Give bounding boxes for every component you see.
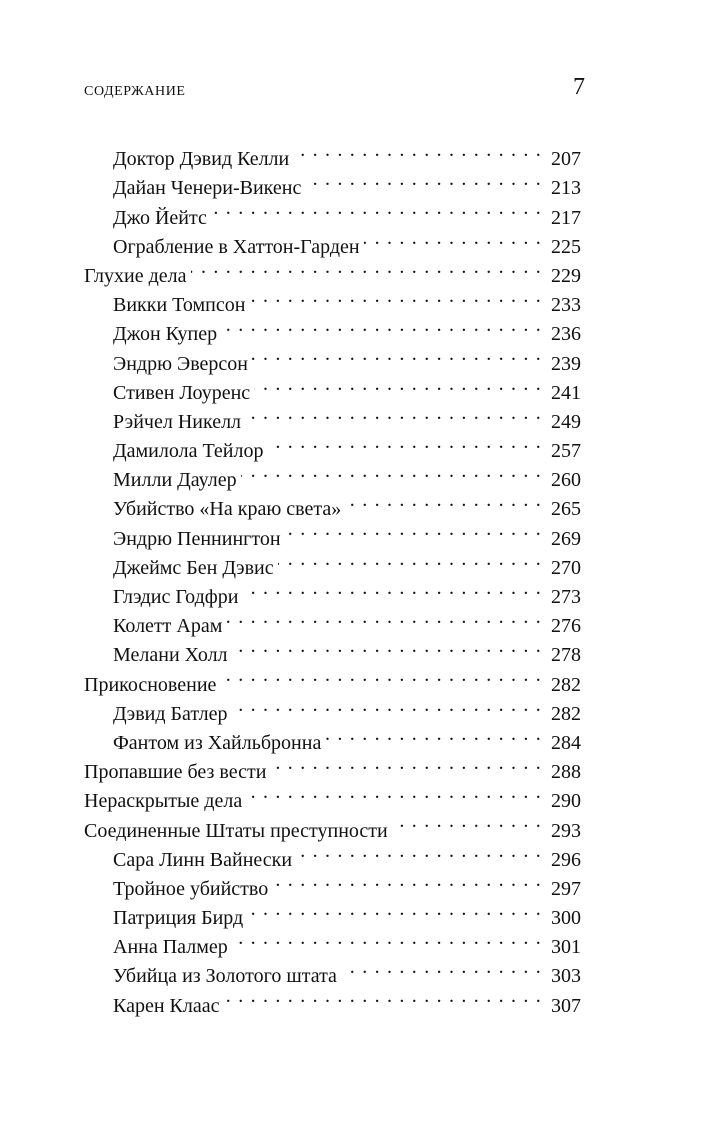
toc-entry-page: 229 [551, 264, 581, 287]
toc-entry-title: Пропавшие без вести [84, 761, 267, 784]
toc-entry-title: Тройное убийство [113, 877, 269, 900]
toc-entry-title: Джон Купер [113, 323, 218, 346]
toc-entry-page: 236 [551, 323, 581, 346]
toc-entry-title: Сара Линн Вайнески [113, 848, 293, 871]
toc-entry-page: 260 [551, 469, 581, 492]
toc-entry-page: 269 [551, 527, 581, 550]
toc-dot-leader [285, 515, 542, 544]
toc-entry-title: Джо Йейтс [113, 206, 207, 229]
toc-entry-title: Милли Даулер [113, 469, 237, 492]
toc-dot-leader [364, 224, 542, 253]
toc-dot-leader [247, 895, 542, 924]
toc-dot-leader [252, 340, 542, 369]
toc-entry [84, 136, 581, 171]
toc-dot-leader [305, 165, 542, 194]
toc-dot-leader [226, 603, 542, 632]
toc-entry-page: 241 [551, 381, 581, 404]
toc-entry-title: Викки Томпсон [113, 294, 246, 317]
toc-entry-page: 303 [551, 965, 581, 988]
toc-entry-page: 239 [551, 352, 581, 375]
toc-entry-page: 278 [551, 644, 581, 667]
toc-entry-page: 207 [551, 148, 581, 171]
toc-entry-title: Патриция Бирд [113, 907, 244, 930]
toc-entry-title: Карен Клаас [113, 994, 220, 1017]
toc-dot-leader [223, 982, 542, 1011]
toc-entry-title: Анна Палмер [113, 936, 228, 959]
toc-entry-page: 273 [551, 586, 581, 608]
toc-dot-leader [245, 399, 542, 428]
toc-entry-page: 300 [551, 907, 581, 930]
toc-dot-leader [249, 282, 542, 311]
toc-entry-title: Колетт Арам [113, 615, 223, 638]
toc-entry-title: Глухие дела [84, 264, 187, 287]
toc-dot-leader [220, 661, 542, 690]
toc-dot-leader [241, 457, 542, 486]
toc-entry-page: 288 [551, 761, 581, 784]
toc-dot-leader [341, 953, 542, 982]
toc-entry-title: Убийство «На краю света» [113, 498, 342, 521]
toc-entry-title: Мелани Холл [113, 644, 228, 667]
toc-entry-page: 276 [551, 615, 581, 638]
toc-dot-leader [232, 691, 543, 720]
toc-entry-page: 282 [551, 673, 581, 696]
toc-entry-page: 213 [551, 177, 581, 200]
toc-entry-title: Стивен Лоуренс [113, 381, 251, 404]
toc-entry-title: Убийца из Золотого штата [113, 965, 337, 988]
toc-dot-leader [293, 136, 542, 165]
toc-dot-leader [278, 545, 542, 574]
toc-entry-title: Прикосновение [84, 673, 217, 696]
toc-dot-leader [267, 428, 542, 457]
toc-dot-leader [232, 924, 542, 953]
table-of-contents [84, 136, 581, 1017]
toc-entry-page: 265 [551, 498, 581, 521]
toc-dot-leader [345, 486, 542, 515]
toc-dot-leader [254, 370, 542, 399]
toc-entry-title: Дайан Ченери-Викенс [113, 177, 302, 200]
toc-entry-title: Дамилола Тейлор [113, 440, 264, 463]
toc-entry-page: 297 [551, 877, 581, 900]
toc-dot-leader [211, 194, 542, 223]
toc-entry-title: Рэйчел Никелл [113, 410, 242, 433]
toc-entry-title: Нераскрытые дела [84, 790, 243, 813]
toc-entry-title: Джеймс Бен Дэвис [113, 556, 274, 579]
toc-entry-page: 257 [551, 440, 581, 463]
page-number: 7 [573, 74, 585, 100]
toc-entry-title: Фантом из Хайльбронна [113, 731, 322, 754]
toc-dot-leader [221, 311, 542, 340]
toc-entry-page: 282 [551, 702, 581, 725]
toc-entry-title: Дэвид Батлер [113, 702, 228, 725]
toc-entry-page: 301 [551, 936, 581, 959]
toc-dot-leader [325, 720, 542, 749]
toc-entry-page: 307 [551, 994, 581, 1017]
toc-dot-leader [270, 749, 542, 778]
toc-dot-leader [392, 807, 542, 836]
toc-entry-page: 270 [551, 556, 581, 579]
toc-entry-page: 249 [551, 410, 581, 433]
running-head: СОДЕРЖАНИЕ [84, 84, 186, 99]
toc-entry-page: 225 [551, 235, 581, 258]
toc-entry-page: 233 [551, 294, 581, 317]
toc-entry-title: Глэдис Годфри [113, 586, 239, 608]
toc-entry-title: Доктор Дэвид Келли [113, 148, 290, 171]
toc-entry-page: 284 [551, 731, 581, 754]
toc-dot-leader [296, 837, 542, 866]
toc-entry-page: 293 [551, 819, 581, 842]
toc-entry-page: 217 [551, 206, 581, 229]
toc-entry-title: Соединенные Штаты преступности [84, 819, 388, 842]
toc-entry-title: Эндрю Пеннингтон [113, 527, 281, 550]
toc-entry-page: 290 [551, 790, 581, 813]
toc-entry-title: Эндрю Эверсон [113, 352, 249, 375]
toc-dot-leader [191, 253, 542, 282]
toc-entry-page: 296 [551, 848, 581, 871]
toc-dot-leader [246, 778, 542, 807]
toc-dot-leader [232, 632, 542, 661]
toc-entry-title: Ограбление в Хаттон-Гарден [113, 235, 360, 258]
toc-dot-leader [272, 866, 542, 895]
toc-dot-leader [242, 574, 542, 603]
